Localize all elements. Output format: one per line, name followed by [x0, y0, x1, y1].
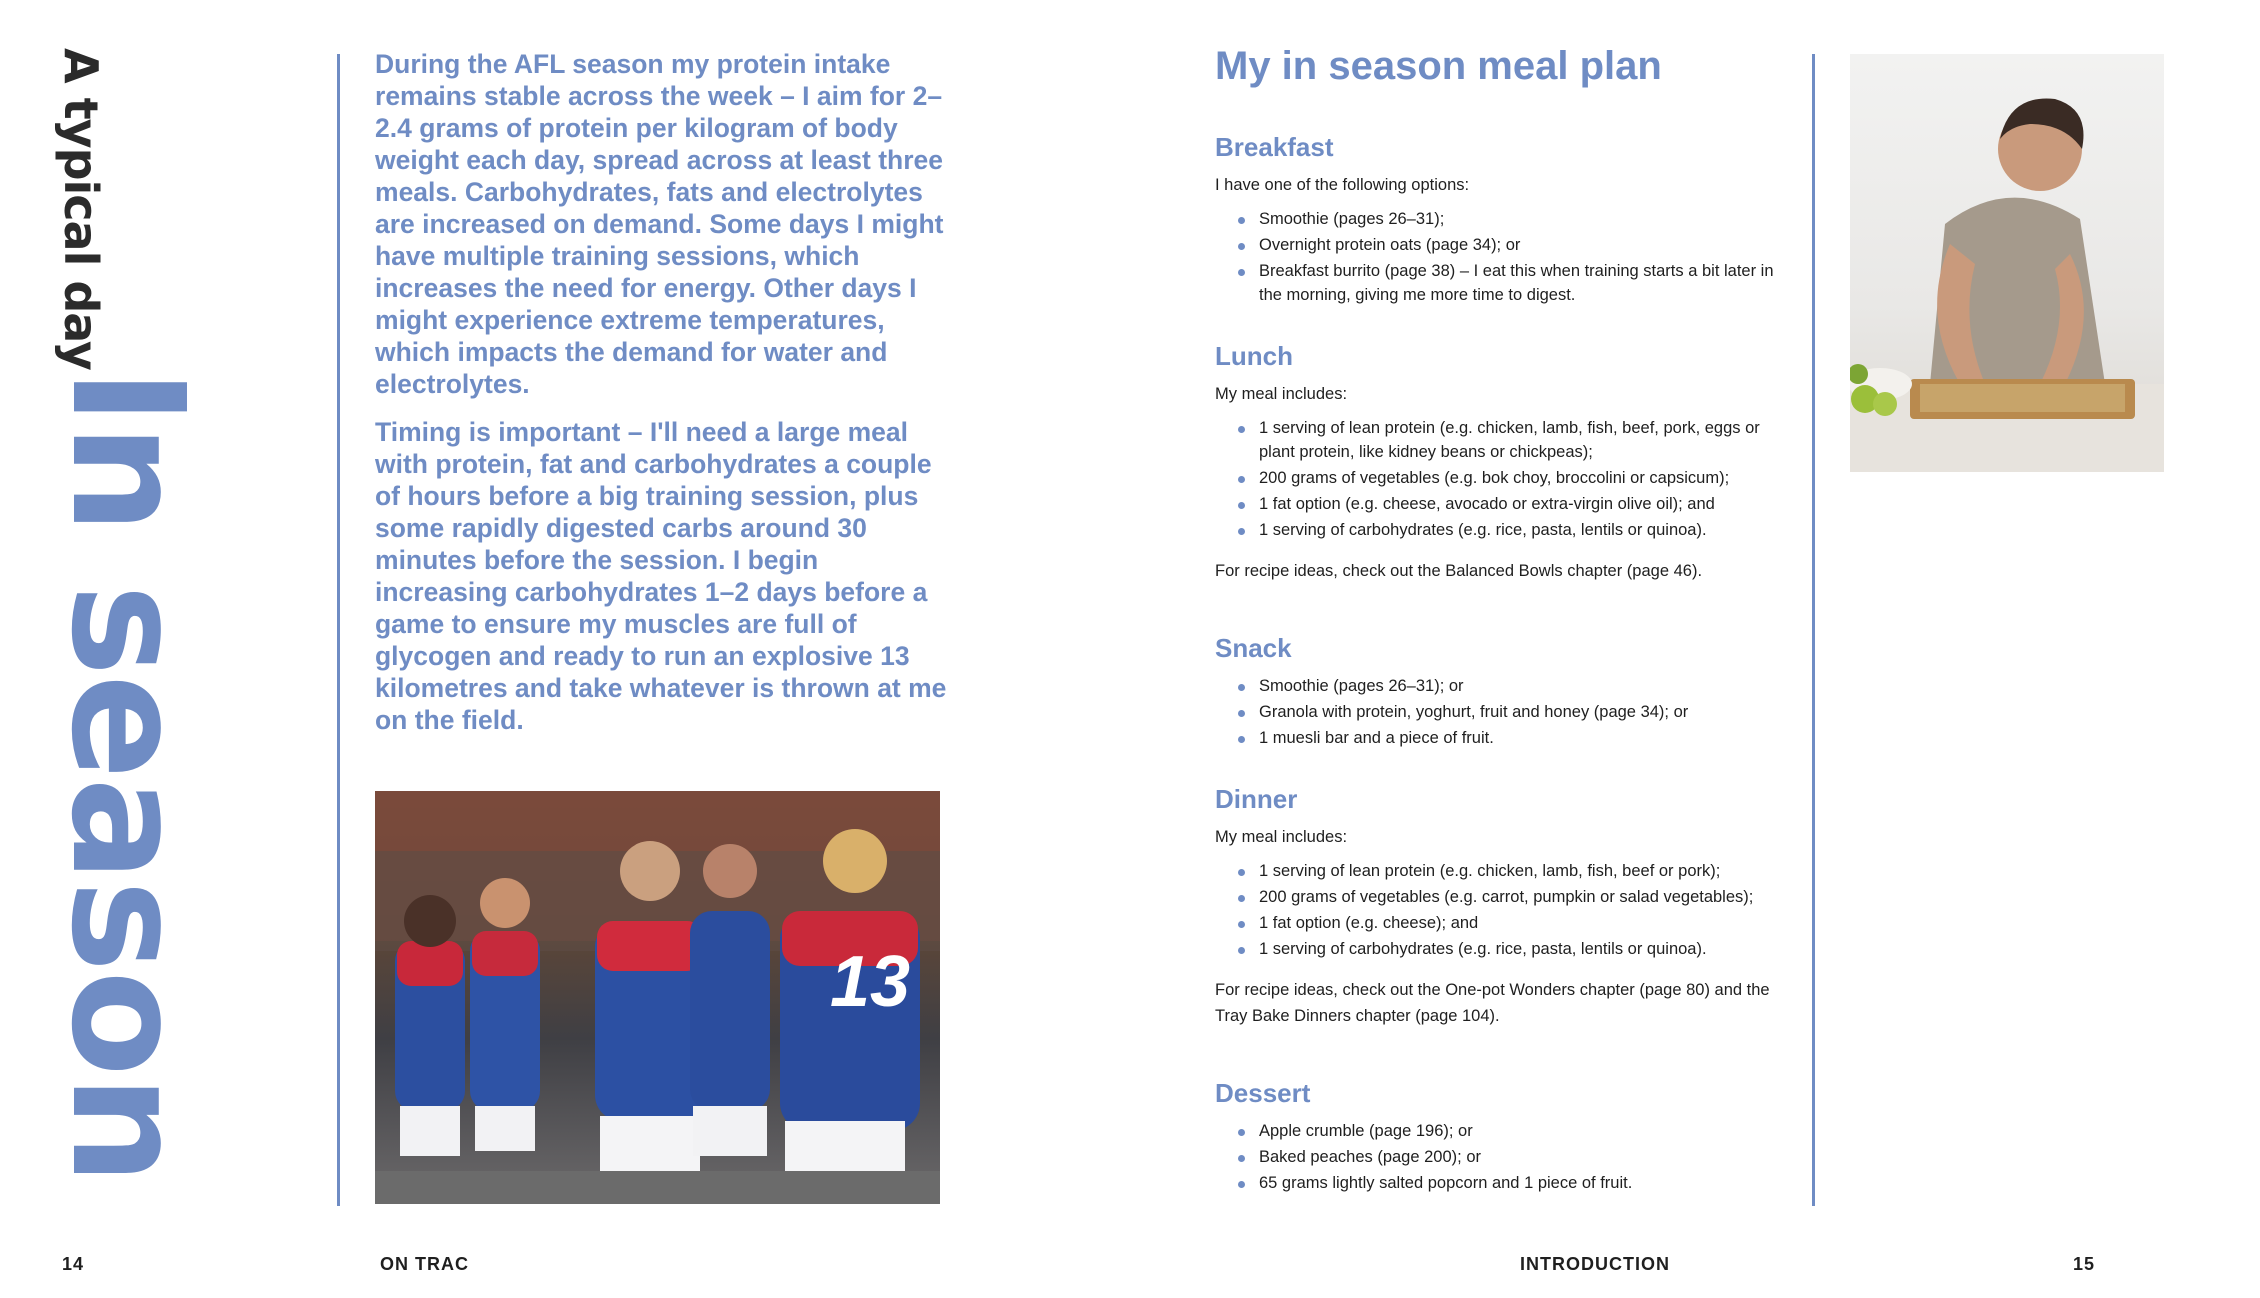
intro-text: [375, 48, 955, 752]
breakfast-section: [1215, 132, 1795, 309]
intro-paragraph-1: During the AFL season my protein intake remains stable across the week – I aim for 2–2.4 grams of protein per kilogram of body weight each day, spread across at least three meals. Carbohydrates, fats and electrolytes are increased on demand. Some days I might have multiple training sessions, which increases the need for energy. Other days I might experience extreme temperatures, which impacts the demand for water and electrolytes.: [375, 49, 944, 399]
main-title: In season: [37, 368, 218, 1184]
dinner-section: [1215, 784, 1795, 1029]
list-item: Granola with protein, yoghurt, fruit and honey (page 34); or: [1259, 700, 1795, 724]
list-item: 1 serving of lean protein (e.g. chicken, lamb, fish, beef or pork);: [1259, 859, 1795, 883]
snack-title: Snack: [1215, 633, 1292, 663]
intro-paragraph-2: Timing is important – I'll need a large meal with protein, fat and carbohydrates a couple of hours before a big training session, plus some rapidly digested carbs around 30 minutes before the session. I begin increasing carbohydrates 1–2 days before a game to ensure my muscles are full of glycogen and ready to run an explosive 13 kilometres and take whatever is thrown at me on the field.: [375, 417, 947, 735]
list-item: Breakfast burrito (page 38) – I eat this when training starts a bit later in the morning, giving me more time to digest.: [1259, 259, 1795, 307]
list-item: Apple crumble (page 196); or: [1259, 1119, 1795, 1143]
page-number-left: 14: [62, 1254, 85, 1274]
afl-players-illustration: [375, 791, 940, 1204]
list-item: 1 serving of carbohydrates (e.g. rice, pasta, lentils or quinoa).: [1259, 937, 1795, 961]
dessert-list: [1215, 1119, 1795, 1195]
running-head-left: ON TRAC: [380, 1254, 469, 1274]
list-item: Overnight protein oats (page 34); or: [1259, 233, 1795, 257]
snack-list: [1215, 674, 1795, 750]
list-item: 1 fat option (e.g. cheese); and: [1259, 911, 1795, 935]
list-item: 200 grams of vegetables (e.g. bok choy, broccolini or capsicum);: [1259, 466, 1795, 490]
list-item: 65 grams lightly salted popcorn and 1 piece of fruit.: [1259, 1171, 1795, 1195]
lunch-lead: My meal includes:: [1215, 385, 1348, 403]
chef-photo: [1850, 54, 2164, 472]
left-divider: [337, 54, 340, 1206]
jersey-number: 13: [830, 942, 911, 1022]
dinner-note: For recipe ideas, check out the One-pot Wonders chapter (page 80) and the Tray Bake Dinners chapter (page 104).: [1215, 981, 1770, 1025]
breakfast-lead: I have one of the following options:: [1215, 176, 1470, 194]
afl-team-photo: [375, 791, 940, 1204]
right-divider: [1812, 54, 1815, 1206]
list-item: Smoothie (pages 26–31);: [1259, 207, 1795, 231]
list-item: Baked peaches (page 200); or: [1259, 1145, 1795, 1169]
chef-cooking-illustration: [1850, 54, 2164, 472]
list-item: 1 fat option (e.g. cheese, avocado or extra-virgin olive oil); and: [1259, 492, 1795, 516]
list-item: 200 grams of vegetables (e.g. carrot, pumpkin or salad vegetables);: [1259, 885, 1795, 909]
dinner-list: [1215, 859, 1795, 961]
lunch-list: [1215, 416, 1795, 542]
page-number-right: 15: [2073, 1254, 2096, 1274]
list-item: Smoothie (pages 26–31); or: [1259, 674, 1795, 698]
lunch-title: Lunch: [1215, 341, 1293, 371]
list-item: 1 serving of lean protein (e.g. chicken, lamb, fish, beef, pork, eggs or plant protein, like kidney beans or chickpeas);: [1259, 416, 1795, 464]
dessert-title: Dessert: [1215, 1078, 1311, 1108]
breakfast-title: Breakfast: [1215, 132, 1334, 162]
snack-section: [1215, 633, 1795, 752]
dinner-lead: My meal includes:: [1215, 828, 1348, 846]
side-title: A typical day: [54, 48, 108, 370]
dinner-title: Dinner: [1215, 784, 1298, 814]
running-head-right: INTRODUCTION: [1520, 1254, 1670, 1274]
meal-plan-heading: My in season meal plan: [1215, 44, 1662, 88]
lunch-note: For recipe ideas, check out the Balanced Bowls chapter (page 46).: [1215, 562, 1703, 580]
dessert-section: [1215, 1078, 1795, 1197]
list-item: 1 muesli bar and a piece of fruit.: [1259, 726, 1795, 750]
list-item: 1 serving of carbohydrates (e.g. rice, pasta, lentils or quinoa).: [1259, 518, 1795, 542]
lunch-section: [1215, 341, 1795, 584]
breakfast-list: [1215, 207, 1795, 307]
